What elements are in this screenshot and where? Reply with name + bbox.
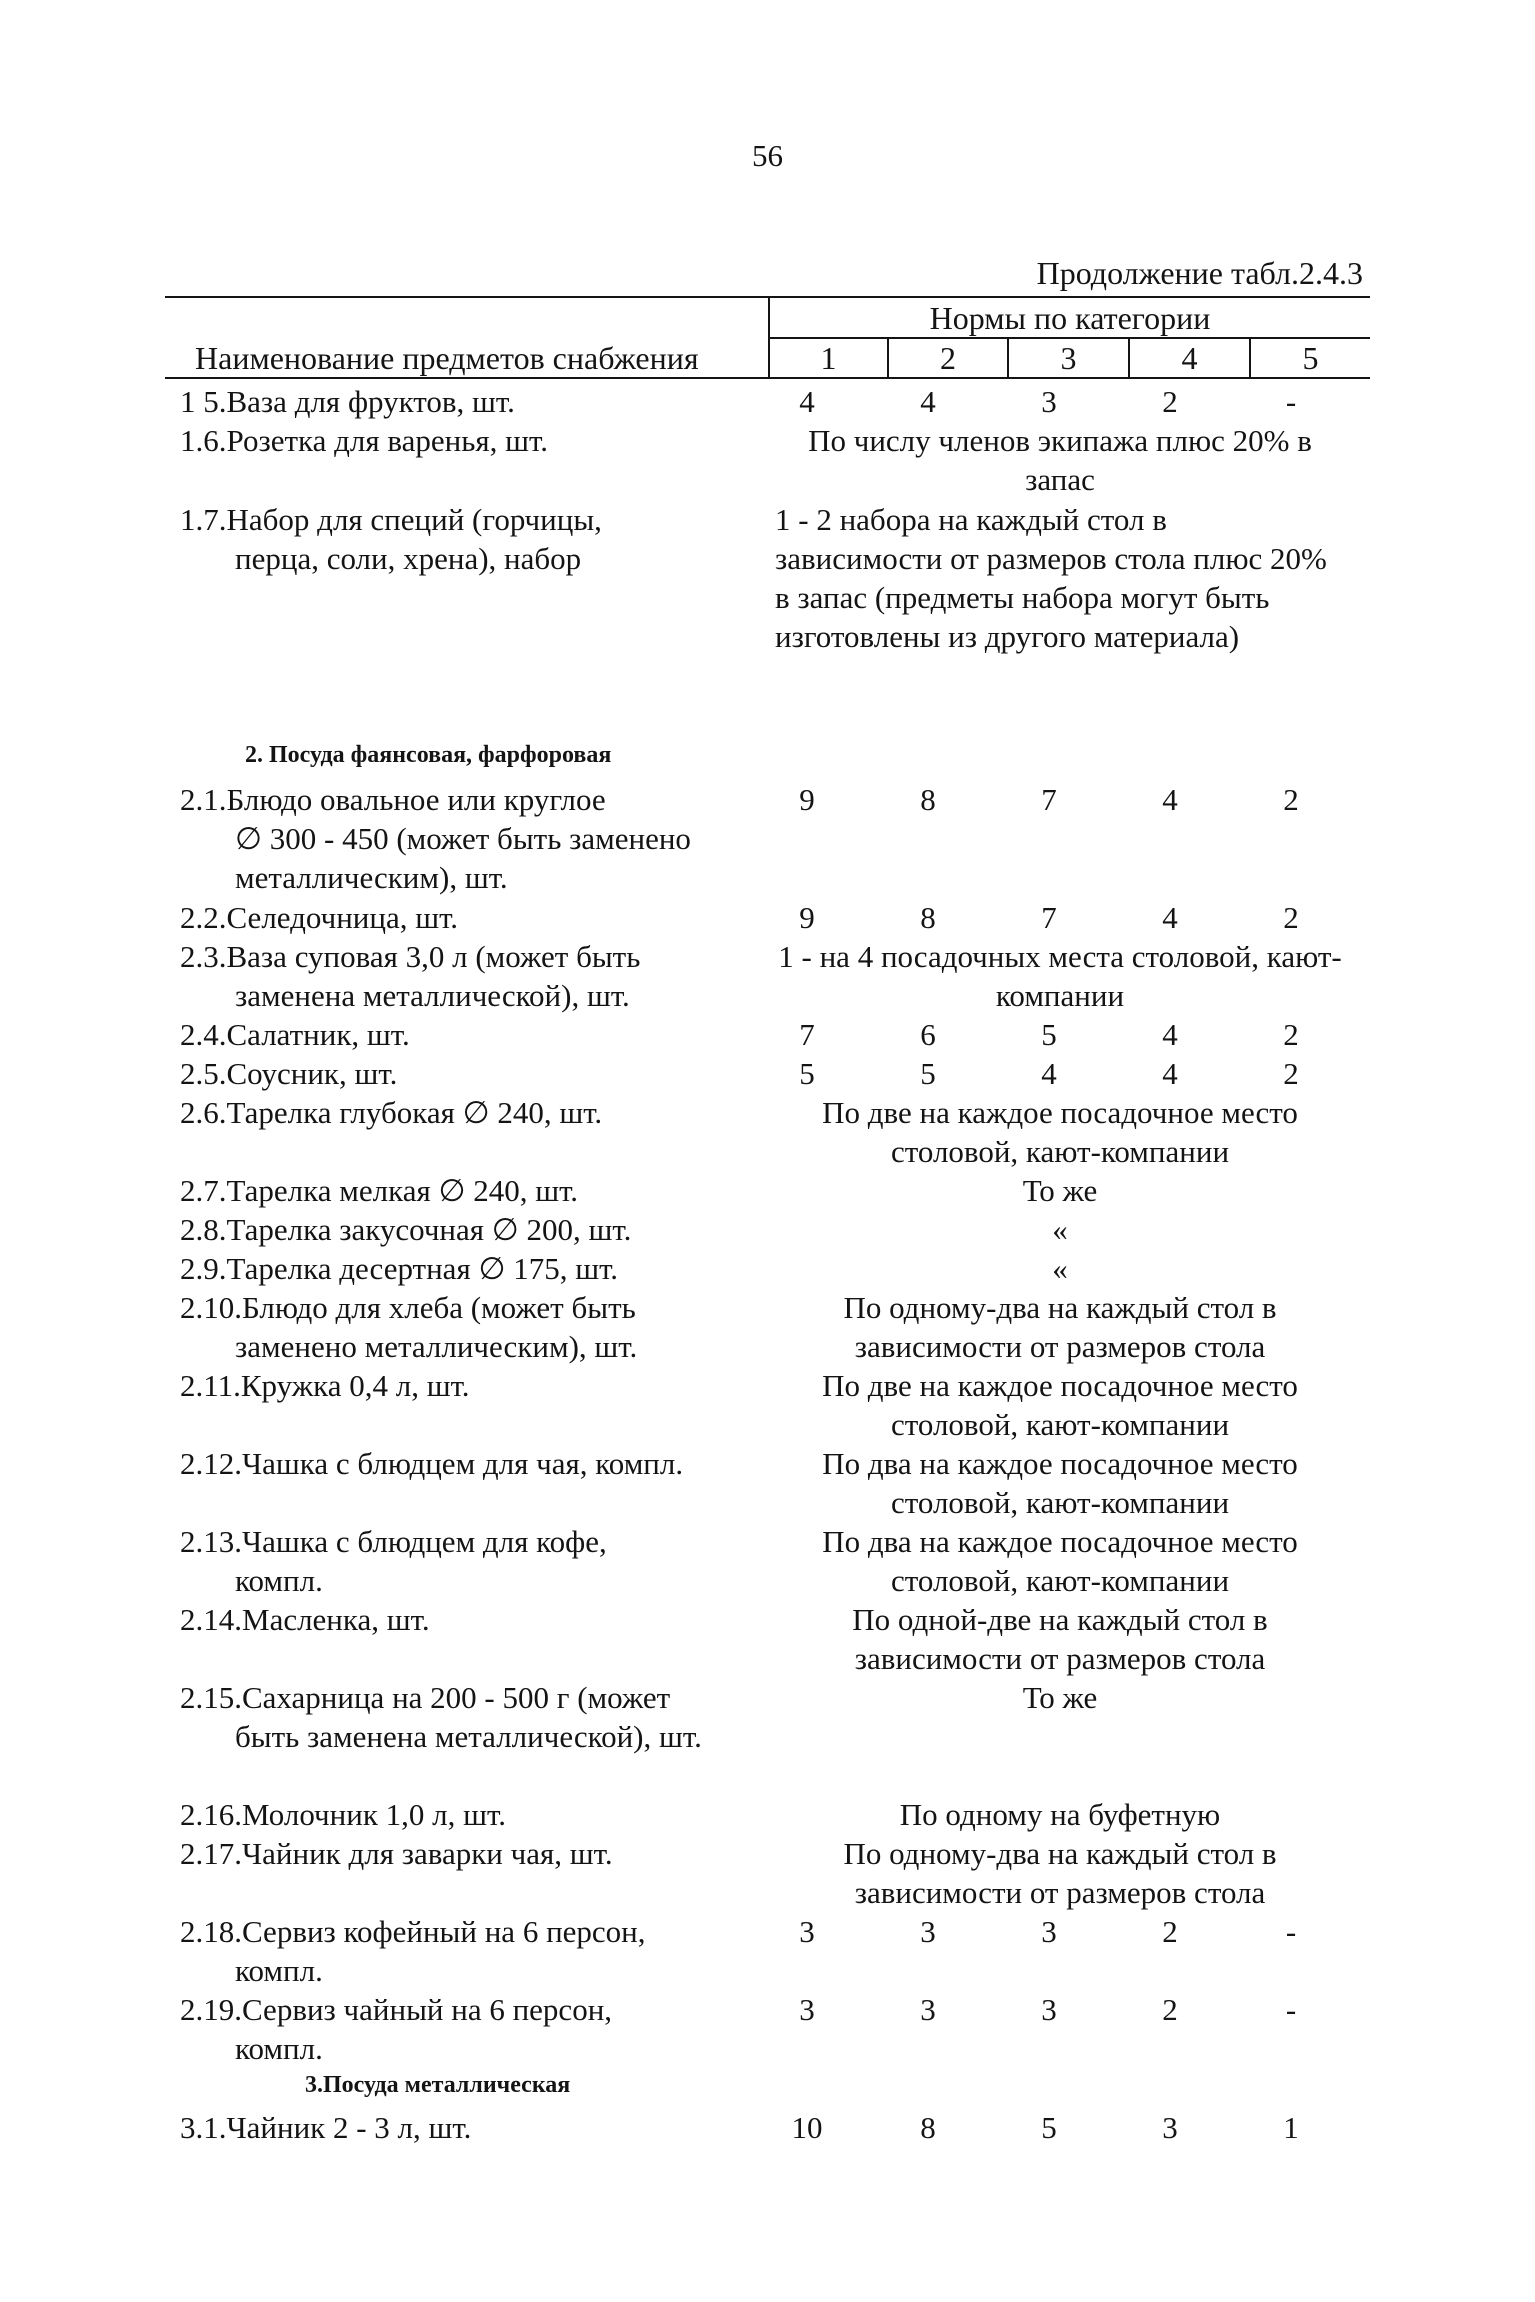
value-cat-5: -	[1285, 384, 1297, 419]
value-cat-1: 9	[799, 900, 815, 935]
value-cat-1: 3	[799, 1992, 815, 2027]
item-name: 2.7.Тарелка мелкая ∅ 240, шт.	[180, 1173, 579, 1208]
value-cat-5: 2	[1283, 900, 1299, 935]
item-name	[180, 500, 750, 578]
item-name: 1.6.Розетка для варенья, шт.	[180, 423, 548, 458]
value-cat-3: 4	[1041, 1056, 1057, 1091]
item-name	[180, 1522, 750, 1600]
item-name	[180, 780, 750, 897]
value-cat-3: 7	[1041, 782, 1057, 817]
category-header-1: 1	[820, 340, 837, 376]
norm-text: По одной-две на каждый стол в зависимости от размеров стола	[852, 1602, 1268, 1676]
norm-text: По одному-два на каждый стол в зависимости от размеров стола	[843, 1836, 1277, 1910]
category-values	[770, 780, 1300, 819]
value-cat-2: 6	[920, 1017, 936, 1052]
value-cat-1: 4	[799, 384, 815, 419]
section-heading-faience-porcelain: 2. Посуда фаянсовая, фарфоровая	[245, 742, 612, 768]
value-cat-2: 3	[920, 1914, 936, 1949]
value-cat-5: 1	[1283, 2110, 1299, 2145]
item-name-continuation: быть заменена металлической), шт.	[235, 1719, 702, 1754]
value-cat-3: 3	[1041, 1992, 1057, 2027]
item-name	[180, 1288, 750, 1366]
value-cat-2: 3	[920, 1992, 936, 2027]
item-name: 3.1.Чайник 2 - 3 л, шт.	[180, 2110, 472, 2145]
norm-text: То же	[1022, 1680, 1098, 1715]
category-header-5: 5	[1302, 340, 1319, 376]
value-cat-5: 2	[1283, 1017, 1299, 1052]
item-name-line: 1.7.Набор для специй (горчицы,	[180, 502, 602, 537]
item-name-line: 2.18.Сервиз кофейный на 6 персон,	[180, 1914, 646, 1949]
value-cat-2: 8	[920, 2110, 936, 2145]
category-values	[770, 382, 1300, 421]
item-name-continuation: компл.	[235, 1563, 323, 1598]
norm-text: По одному-два на каждый стол в зависимости от размеров стола	[843, 1290, 1277, 1364]
item-name: 2.5.Соусник, шт.	[180, 1056, 398, 1091]
norm-text: 1 - на 4 посадочных места столовой, кают-компании	[778, 939, 1342, 1013]
norms-header-rule	[770, 337, 1370, 339]
norm-text: «	[1052, 1251, 1068, 1286]
value-cat-4: 2	[1162, 1992, 1178, 2027]
item-name: 2.14.Масленка, шт.	[180, 1602, 430, 1637]
norm-text: По два на каждое посадочное место столовой, кают-компании	[822, 1446, 1298, 1520]
item-name: 2.17.Чайник для заварки чая, шт.	[180, 1836, 613, 1871]
item-name	[180, 1912, 750, 1990]
value-cat-1: 3	[799, 1914, 815, 1949]
norms-header: Нормы по категории	[929, 300, 1211, 336]
item-name	[180, 1990, 750, 2068]
item-name	[180, 1678, 750, 1756]
item-name-continuation: заменено металлическим), шт.	[235, 1329, 638, 1364]
item-name: 2.16.Молочник 1,0 л, шт.	[180, 1797, 506, 1832]
value-cat-2: 8	[920, 900, 936, 935]
section-heading-metal: 3.Посуда металлическая	[305, 2072, 571, 2098]
value-cat-4: 3	[1162, 2110, 1178, 2145]
value-cat-5: 2	[1283, 1056, 1299, 1091]
value-cat-5: -	[1285, 1992, 1297, 2027]
value-cat-1: 10	[791, 2110, 823, 2145]
item-name-line: 2.1.Блюдо овальное или круглое	[180, 782, 606, 817]
value-cat-3: 3	[1041, 1914, 1057, 1949]
value-cat-4: 4	[1162, 1056, 1178, 1091]
category-header-4: 4	[1181, 340, 1198, 376]
item-name: 2.8.Тарелка закусочная ∅ 200, шт.	[180, 1212, 632, 1247]
norm-text: 1 - 2 набора на каждый стол в зависимости от размеров стола плюс 20% в запас (предметы набора могут быть изготовлены из другого материала)	[775, 502, 1327, 654]
item-name	[180, 937, 750, 1015]
category-values	[770, 2108, 1300, 2147]
value-cat-3: 5	[1041, 1017, 1057, 1052]
item-name: 1 5.Ваза для фруктов, шт.	[180, 384, 515, 419]
category-header-2: 2	[940, 340, 956, 376]
value-cat-3: 5	[1041, 2110, 1057, 2145]
item-name-line: 2.3.Ваза суповая 3,0 л (может быть	[180, 939, 641, 974]
value-cat-4: 4	[1162, 782, 1178, 817]
category-values	[770, 1054, 1300, 1093]
item-name-line: 2.13.Чашка с блюдцем для кофе,	[180, 1524, 607, 1559]
value-cat-3: 7	[1041, 900, 1057, 935]
category-values	[770, 1015, 1300, 1054]
value-cat-1: 5	[799, 1056, 815, 1091]
item-name: 2.6.Тарелка глубокая ∅ 240, шт.	[180, 1095, 603, 1130]
value-cat-4: 2	[1162, 1914, 1178, 1949]
item-name-line: 2.19.Сервиз чайный на 6 персон,	[180, 1992, 613, 2027]
value-cat-4: 4	[1162, 1017, 1178, 1052]
norm-text: По две на каждое посадочное место столовой, кают-компании	[822, 1368, 1298, 1442]
category-values	[770, 1990, 1300, 2029]
norm-text: По две на каждое посадочное место столовой, кают-компании	[822, 1095, 1298, 1169]
category-values	[770, 898, 1300, 937]
item-name-line: 2.15.Сахарница на 200 - 500 г (может	[180, 1680, 671, 1715]
norm-text: По числу членов экипажа плюс 20% в запас	[808, 423, 1312, 497]
page-number: 56	[752, 138, 783, 173]
norm-text: По два на каждое посадочное место столовой, кают-компании	[822, 1524, 1298, 1598]
item-name: 2.9.Тарелка десертная ∅ 175, шт.	[180, 1251, 619, 1286]
value-cat-3: 3	[1041, 384, 1057, 419]
norm-text: То же	[1022, 1173, 1098, 1208]
item-name: 2.11.Кружка 0,4 л, шт.	[180, 1368, 470, 1403]
item-name-continuation: заменена металлической), шт.	[235, 978, 630, 1013]
value-cat-2: 4	[920, 384, 936, 419]
value-cat-2: 8	[920, 782, 936, 817]
category-values	[770, 1912, 1300, 1951]
value-cat-1: 7	[799, 1017, 815, 1052]
item-name: 2.12.Чашка с блюдцем для чая, компл.	[180, 1446, 684, 1481]
table-continuation-label: Продолжение табл.2.4.3	[1036, 255, 1363, 291]
value-cat-4: 2	[1162, 384, 1178, 419]
value-cat-4: 4	[1162, 900, 1178, 935]
item-name: 2.2.Селедочница, шт.	[180, 900, 459, 935]
item-name-line: 2.10.Блюдо для хлеба (может быть	[180, 1290, 636, 1325]
norm-text: По одному на буфетную	[899, 1797, 1221, 1832]
item-name-continuation: перца, соли, хрена), набор	[235, 541, 582, 576]
value-cat-5: -	[1285, 1914, 1297, 1949]
item-name-continuation: ∅ 300 - 450 (может быть заменено металлическим), шт.	[235, 821, 691, 895]
item-name-continuation: компл.	[235, 1953, 323, 1988]
value-cat-2: 5	[920, 1056, 936, 1091]
value-cat-5: 2	[1283, 782, 1299, 817]
norm-text: «	[1052, 1212, 1068, 1247]
item-name-continuation: компл.	[235, 2031, 323, 2066]
name-column-header: Наименование предметов снабжения	[195, 340, 699, 376]
item-name: 2.4.Салатник, шт.	[180, 1017, 410, 1052]
category-header-3: 3	[1060, 340, 1077, 376]
value-cat-1: 9	[799, 782, 815, 817]
